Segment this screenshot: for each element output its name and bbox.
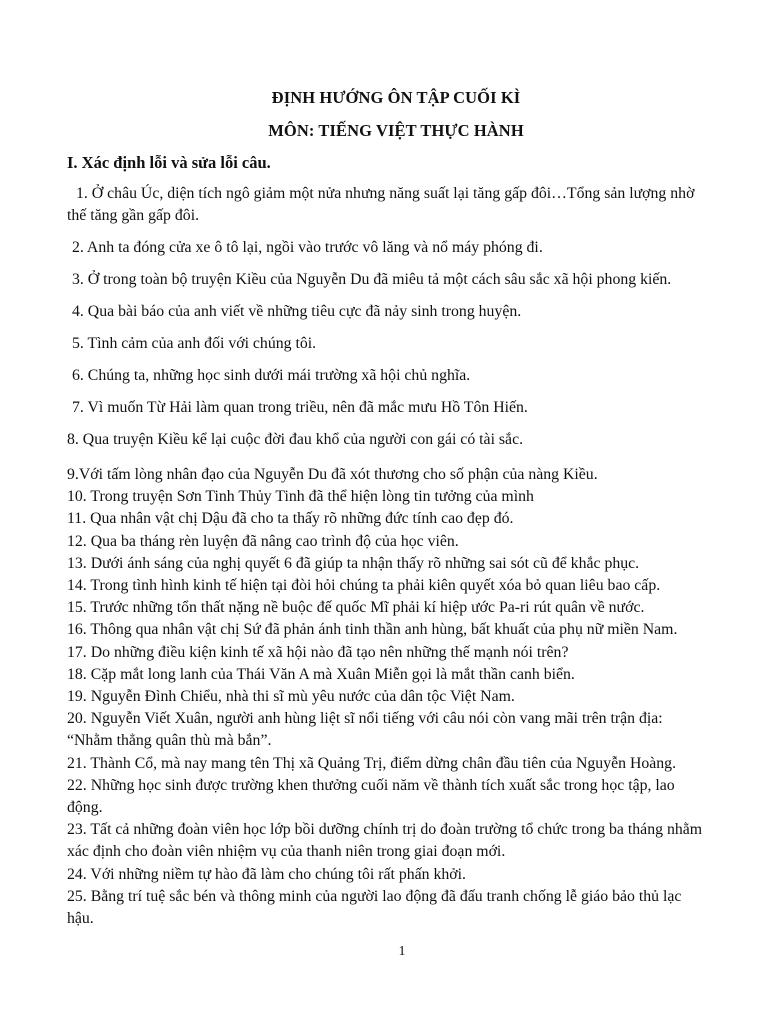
exercise-item-25-cont: hậu.: [67, 910, 94, 928]
exercise-item-4: 4. Qua bài báo của anh viết về những tiêu cực đã nảy sinh trong huyện.: [72, 303, 522, 320]
exercise-item-6: 6. Chúng ta, những học sinh dưới mái trường xã hội chủ nghĩa.: [72, 367, 471, 384]
exercise-item-22: 22. Những học sinh được trường khen thưởng cuối năm về thành tích xuất sắc trong học tập, lao: [67, 776, 675, 794]
exercise-item-23: 23. Tất cả những đoàn viên học lớp bồi dưỡng chính trị do đoàn trường tổ chức trong ba tháng nhằm: [67, 821, 703, 839]
exercise-item-22-cont: động.: [67, 799, 103, 817]
exercise-item-21: 21. Thành Cổ, mà nay mang tên Thị xã Quảng Trị, điểm dừng chân đầu tiên của Nguyễn Hoàng.: [67, 754, 677, 772]
exercise-item-19: 19. Nguyễn Đình Chiểu, nhà thi sĩ mù yêu nước của dân tộc Việt Nam.: [67, 688, 515, 706]
exercise-item-7: 7. Vì muốn Từ Hải làm quan trong triều, nên đã mắc mưu Hồ Tôn Hiến.: [72, 399, 528, 416]
exercise-item-11: 11. Qua nhân vật chị Dậu đã cho ta thấy rõ những đức tính cao đẹp đó.: [67, 510, 514, 528]
exercise-item-13: 13. Dưới ánh sáng của nghị quyết 6 đã giúp ta nhận thấy rõ những sai sót cũ để khắc phục.: [67, 554, 640, 572]
exercise-item-25: 25. Bằng trí tuệ sắc bén và thông minh của người lao động đã đấu tranh chống lễ giáo bảo thủ lạc: [67, 887, 682, 905]
exercise-item-2: 2. Anh ta đóng cửa xe ô tô lại, ngồi vào trước vô lăng và nổ máy phóng đi.: [72, 239, 543, 256]
exercise-item-3: 3. Ở trong toàn bộ truyện Kiều của Nguyễn Du đã miêu tả một cách sâu sắc xã hội phong kiến.: [72, 271, 672, 288]
exercise-list: [67, 464, 727, 930]
exercise-item-23-cont: xác định cho đoàn viên nhiệm vụ của thanh niên trong giai đoạn mới.: [67, 843, 506, 861]
exercise-item-1-cont: thế tăng gần gấp đôi.: [67, 207, 200, 224]
exercise-item-1: 1. Ở châu Úc, diện tích ngô giảm một nửa nhưng năng suất lại tăng gấp đôi…Tổng sản lượng nhờ: [76, 185, 695, 202]
document-title: ĐỊNH HƯỚNG ÔN TẬP CUỐI KÌ: [271, 88, 521, 107]
exercise-item-16: 16. Thông qua nhân vật chị Sứ đã phản ánh tinh thần anh hùng, bất khuất của phụ nữ miền Nam.: [67, 621, 678, 639]
exercise-item-9: 9.Với tấm lòng nhân đạo của Nguyễn Du đã xót thương cho số phận của nàng Kiều.: [67, 466, 598, 483]
exercise-item-12: 12. Qua ba tháng rèn luyện đã nâng cao trình độ của học viên.: [67, 532, 459, 550]
section-heading: I. Xác định lỗi và sửa lỗi câu.: [67, 153, 271, 172]
exercise-item-18: 18. Cặp mắt long lanh của Thái Văn A mà Xuân Miễn gọi là mắt thần canh biển.: [67, 665, 575, 683]
exercise-item-20-cont: “Nhằm thẳng quân thù mà bắn”.: [67, 732, 272, 750]
exercise-item-20: 20. Nguyễn Viết Xuân, người anh hùng liệt sĩ nổi tiếng với câu nói còn vang mãi trên trận địa:: [67, 710, 663, 728]
subject-title: MÔN: TIẾNG VIỆT THỰC HÀNH: [268, 121, 524, 140]
exercise-item-15: 15. Trước những tổn thất nặng nề buộc đế quốc Mĩ phải kí hiệp ước Pa-ri rút quân về nước.: [67, 599, 645, 617]
exercise-item-5: 5. Tình cảm của anh đối với chúng tôi.: [72, 335, 317, 352]
exercise-item-24: 24. Với những niềm tự hào đã làm cho chúng tôi rất phấn khởi.: [67, 865, 466, 883]
exercise-item-14: 14. Trong tình hình kinh tế hiện tại đòi hỏi chúng ta phải kiên quyết xóa bỏ quan liêu bao cấp.: [67, 577, 661, 595]
exercise-item-17: 17. Do những điều kiện kinh tế xã hội nào đã tạo nên những thế mạnh nói trên?: [67, 643, 569, 661]
exercise-item-10: 10. Trong truyện Sơn Tinh Thủy Tinh đã thể hiện lòng tin tưởng của mình: [67, 488, 534, 506]
exercise-item-8: 8. Qua truyện Kiều kể lại cuộc đời đau khổ của người con gái có tài sắc.: [67, 431, 524, 448]
page-number: 1: [398, 944, 406, 959]
